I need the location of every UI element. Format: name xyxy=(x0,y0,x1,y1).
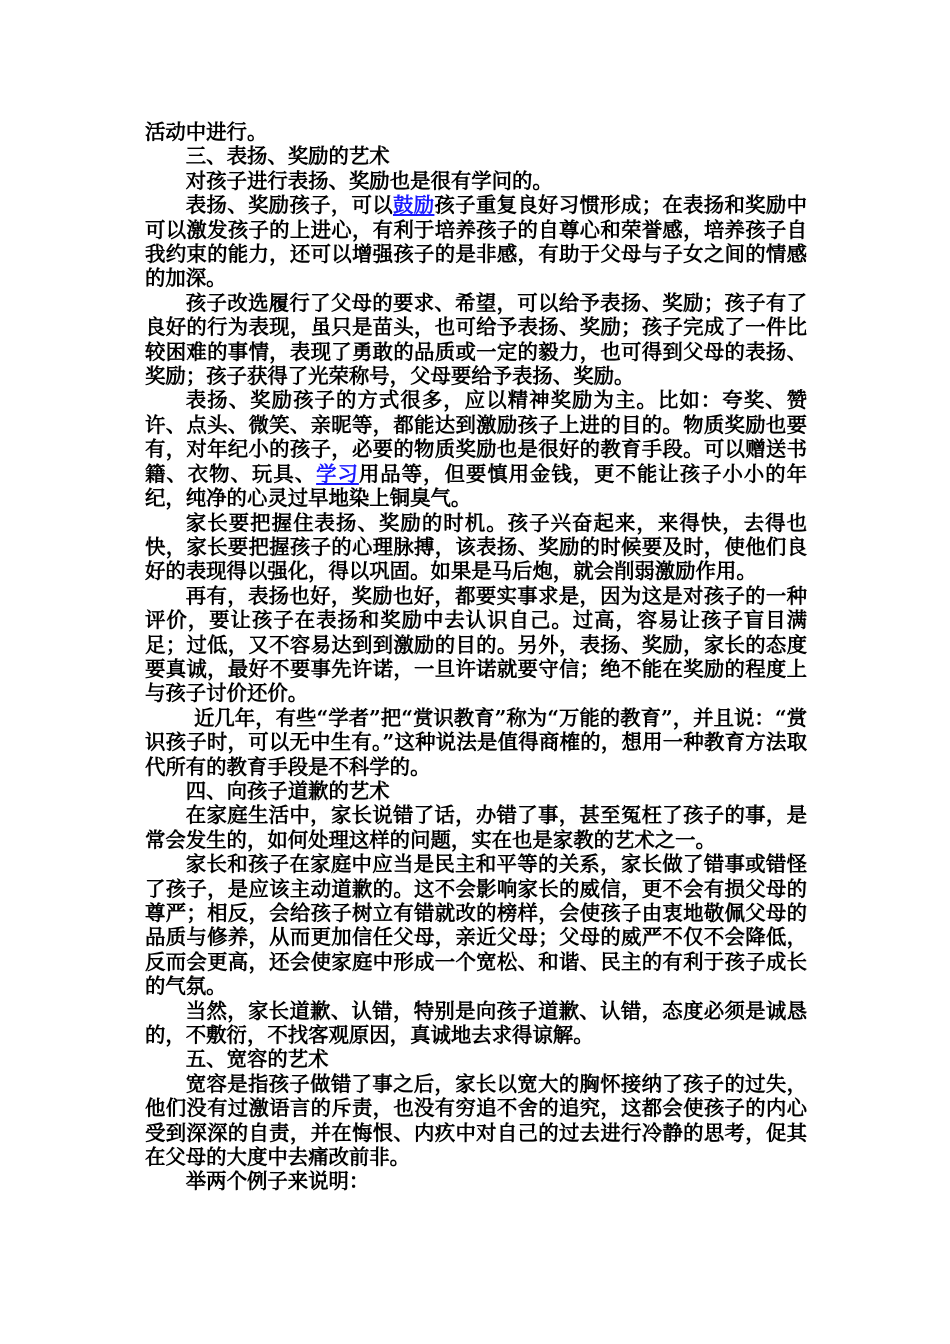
paragraph: 当然，家长道歉、认错，特别是向孩子道歉、认错，态度必须是诚恳的，不敷衍，不找客观原因，真诚地去求得谅解。 xyxy=(145,998,807,1048)
paragraph-text: 孩子重复良好习惯形成；在表扬和奖励中可以激发孩子的上进心，有利于培养孩子的自尊心和荣誉感，培养孩子自我约束的能力，还可以增强孩子的是非感，有助于父母与子女之间的情感的加深。 xyxy=(145,193,808,291)
document-body xyxy=(145,120,807,1194)
paragraph: 家长要把握住表扬、奖励的时机。孩子兴奋起来，来得快，去得也快，家长要把握孩子的心理脉搏，该表扬、奖励的时候要及时，使他们良好的表现得以强化，得以巩固。如果是马后炮，就会削弱激励作用。 xyxy=(145,510,807,584)
paragraph-with-link xyxy=(145,193,807,291)
section-heading-tolerance: 五、宽容的艺术 xyxy=(185,1047,329,1072)
section-heading-praise-reward: 三、表扬、奖励的艺术 xyxy=(185,144,390,169)
paragraph: 举两个例子来说明： xyxy=(185,1169,370,1194)
paragraph-text: 用品等，但要慎用金钱，更不能让孩子小小的年纪，纯净的心灵过早地染上铜臭气。 xyxy=(145,461,808,511)
paragraph: 家长和孩子在家庭中应当是民主和平等的关系，家长做了错事或错怪了孩子，是应该主动道歉的。这不会影响家长的威信，更不会有损父母的尊严；相反，会给孩子树立有错就改的榜样，会使孩子由衷地敬佩父母的品质与修养，从而更加信任父母，亲近父母；父母的威严不仅不会降低，反而会更高，还会使家庭中形成一个宽松、和谐、民主的有利于孩子成长的气氛。 xyxy=(145,852,807,999)
link-study[interactable]: 学习 xyxy=(316,461,359,486)
paragraph: 近几年，有些“学者”把“赏识教育”称为“万能的教育”，并且说：“赏识孩子时，可以无中生有。”这种说法是值得商榷的，想用一种教育方法取代所有的教育手段是不科学的。 xyxy=(145,705,807,779)
paragraph-continuation: 活动中进行。 xyxy=(145,120,268,144)
paragraph-with-link xyxy=(145,388,807,510)
section-heading-apology: 四、向孩子道歉的艺术 xyxy=(185,778,390,803)
link-encourage[interactable]: 鼓励 xyxy=(392,193,435,218)
paragraph: 在家庭生活中，家长说错了话，办错了事，甚至冤枉了孩子的事，是常会发生的，如何处理这样的问题，实在也是家教的艺术之一。 xyxy=(145,803,807,852)
paragraph-text: 表扬、奖励孩子的方式很多，应以精神奖励为主。比如：夸奖、赞许、点头、微笑、亲昵等，都能达到激励孩子上进的目的。物质奖励也要有，对年纪小的孩子，必要的物质奖励也是很好的教育手段。可以赠送书籍、衣物、玩具、 xyxy=(145,388,807,486)
paragraph-text: 表扬、奖励孩子，可以 xyxy=(185,193,393,218)
paragraph: 孩子改选履行了父母的要求、希望，可以给予表扬、奖励；孩子有了良好的行为表现，虽只是苗头，也可给予表扬、奖励；孩子完成了一件比较困难的事情，表现了勇敢的品质或一定的毅力，也可得到父母的表扬、奖励；孩子获得了光荣称号，父母要给予表扬、奖励。 xyxy=(145,290,807,389)
paragraph: 对孩子进行表扬、奖励也是很有学问的。 xyxy=(185,168,553,193)
paragraph: 再有，表扬也好，奖励也好，都要实事求是，因为这是对孩子的一种评价，要让孩子在表扬和奖励中去认识自己。过高，容易让孩子盲目满足；过低，又不容易达到到激励的目的。另外，表扬、奖励，家长的态度要真诚，最好不要事先许诺，一旦许诺就要守信；绝不能在奖励的程度上与孩子讨价还价。 xyxy=(145,583,807,706)
paragraph: 宽容是指孩子做错了事之后，家长以宽大的胸怀接纳了孩子的过失，他们没有过激语言的斥责，也没有穷追不舍的追究，这都会使孩子的内心受到深深的自责，并在悔恨、内疚中对自己的过去进行冷静的思考，促其在父母的大度中去痛改前非。 xyxy=(145,1071,807,1170)
